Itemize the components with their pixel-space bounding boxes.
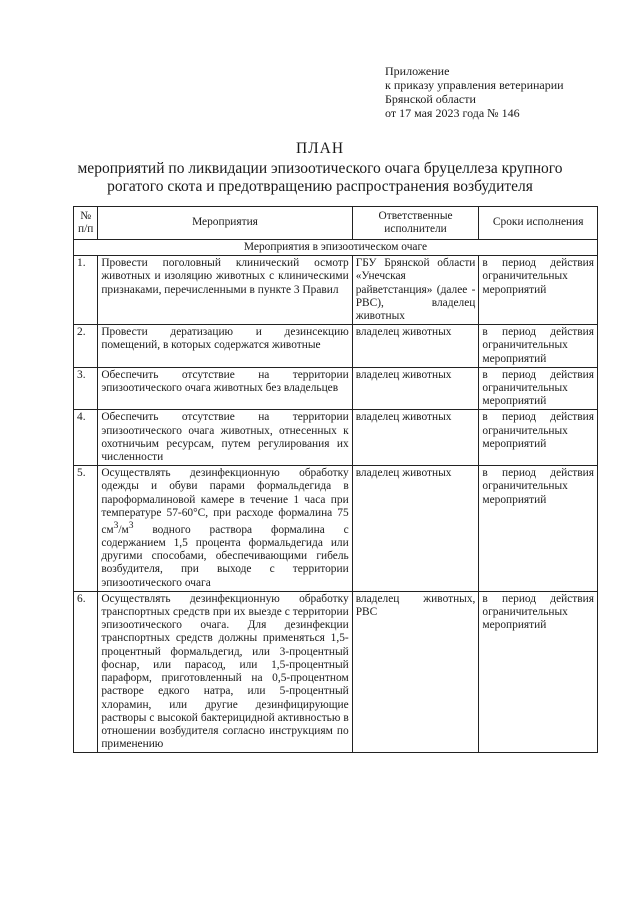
table-row: [74, 256, 598, 325]
appendix-line: Брянской области: [385, 92, 476, 106]
row-activity: Обеспечить отсутствие на территории эпизоотического очага животных без владельцев: [98, 367, 352, 410]
row-num: 3.: [74, 367, 98, 410]
row-responsible: владелец животных: [352, 367, 479, 410]
appendix-block: [385, 64, 564, 120]
row-num: 4.: [74, 410, 98, 466]
appendix-line: Приложение: [385, 64, 450, 78]
row-term: в период действия ограничительных мероприятий: [479, 367, 598, 410]
header-responsible: Ответственные исполнители: [352, 207, 479, 240]
superscript: 3: [113, 521, 119, 532]
row-num: 5.: [74, 466, 98, 592]
appendix-line: к приказу управления ветеринарии: [385, 78, 564, 92]
table-header-row: [74, 207, 598, 240]
row-activity: [98, 466, 352, 592]
row-num: 6.: [74, 591, 98, 752]
measures-table: [73, 206, 598, 753]
row-num: 1.: [74, 256, 98, 325]
title-line: мероприятий по ликвидации эпизоотического очага бруцеллеза крупного: [77, 160, 563, 177]
row-responsible: владелец животных: [352, 466, 479, 592]
title-heading: ПЛАН: [295, 140, 345, 157]
row-num: 2.: [74, 325, 98, 368]
superscript: 3: [128, 521, 134, 532]
title-line: рогатого скота и предотвращению распространения возбудителя: [107, 178, 533, 195]
header-activities: Мероприятия: [98, 207, 352, 240]
activity-text: /м: [118, 523, 129, 536]
row-term: в период действия ограничительных мероприятий: [479, 591, 598, 752]
activity-text: Осуществлять дезинфекционную обработку одежды и обуви парами формальдегида в пароформалиновой камере в течение 1 часа при температуре 57-60°С, при расходе формалина 75 см: [101, 467, 349, 536]
table-row: [74, 367, 598, 410]
table-row: [74, 410, 598, 466]
header-terms: Сроки исполнения: [479, 207, 598, 240]
row-responsible: ГБУ Брянской области «Унечская райветстанция» (далее - РВС), владелец животных: [352, 256, 479, 325]
activity-text: водного раствора формалина с содержанием 1,5 процента формальдегида или другими способами, обеспечивающими гибель возбудителя, при выходе с территории эпизоотического очага: [101, 523, 349, 589]
row-term: в период действия ограничительных мероприятий: [479, 410, 598, 466]
row-activity: Провести поголовный клинический осмотр животных и изоляцию животных с клиническими признаками, перечисленными в пункте 3 Правил: [98, 256, 352, 325]
section-row: [74, 240, 598, 256]
appendix-date-line: от 17 мая 2023 года № 146: [385, 106, 520, 120]
table-row: [74, 466, 598, 592]
row-activity: Провести дератизацию и дезинсекцию помещений, в которых содержатся животные: [98, 325, 352, 368]
row-responsible: владелец животных, РВС: [352, 591, 479, 752]
document-title: [0, 140, 640, 196]
section-title: Мероприятия в эпизоотическом очаге: [74, 240, 598, 256]
table-row: [74, 325, 598, 368]
row-responsible: владелец животных: [352, 325, 479, 368]
row-responsible: владелец животных: [352, 410, 479, 466]
header-num: № п/п: [74, 207, 98, 240]
row-term: в период действия ограничительных мероприятий: [479, 466, 598, 592]
row-activity: Обеспечить отсутствие на территории эпизоотического очага животных, отнесенных к охотничьим ресурсам, путем регулирования их численности: [98, 410, 352, 466]
row-term: в период действия ограничительных мероприятий: [479, 256, 598, 325]
row-term: в период действия ограничительных мероприятий: [479, 325, 598, 368]
row-activity: Осуществлять дезинфекционную обработку транспортных средств при их выезде с территории эпизоотического очага. Для дезинфекции транспортных средств должны применяться 1,5-процентный формальдегид, или 3-процентный фоснар, или парасод, или 1,5-процентный параформ, приготовленный на 0,5-процентном растворе едкого натра, или 5-процентный хлорамин, или другие дезинфицирующие растворы с высокой бактерицидной активностью в отношении возбудителя согласно инструкциям по применению: [98, 591, 352, 752]
table-row: [74, 591, 598, 752]
